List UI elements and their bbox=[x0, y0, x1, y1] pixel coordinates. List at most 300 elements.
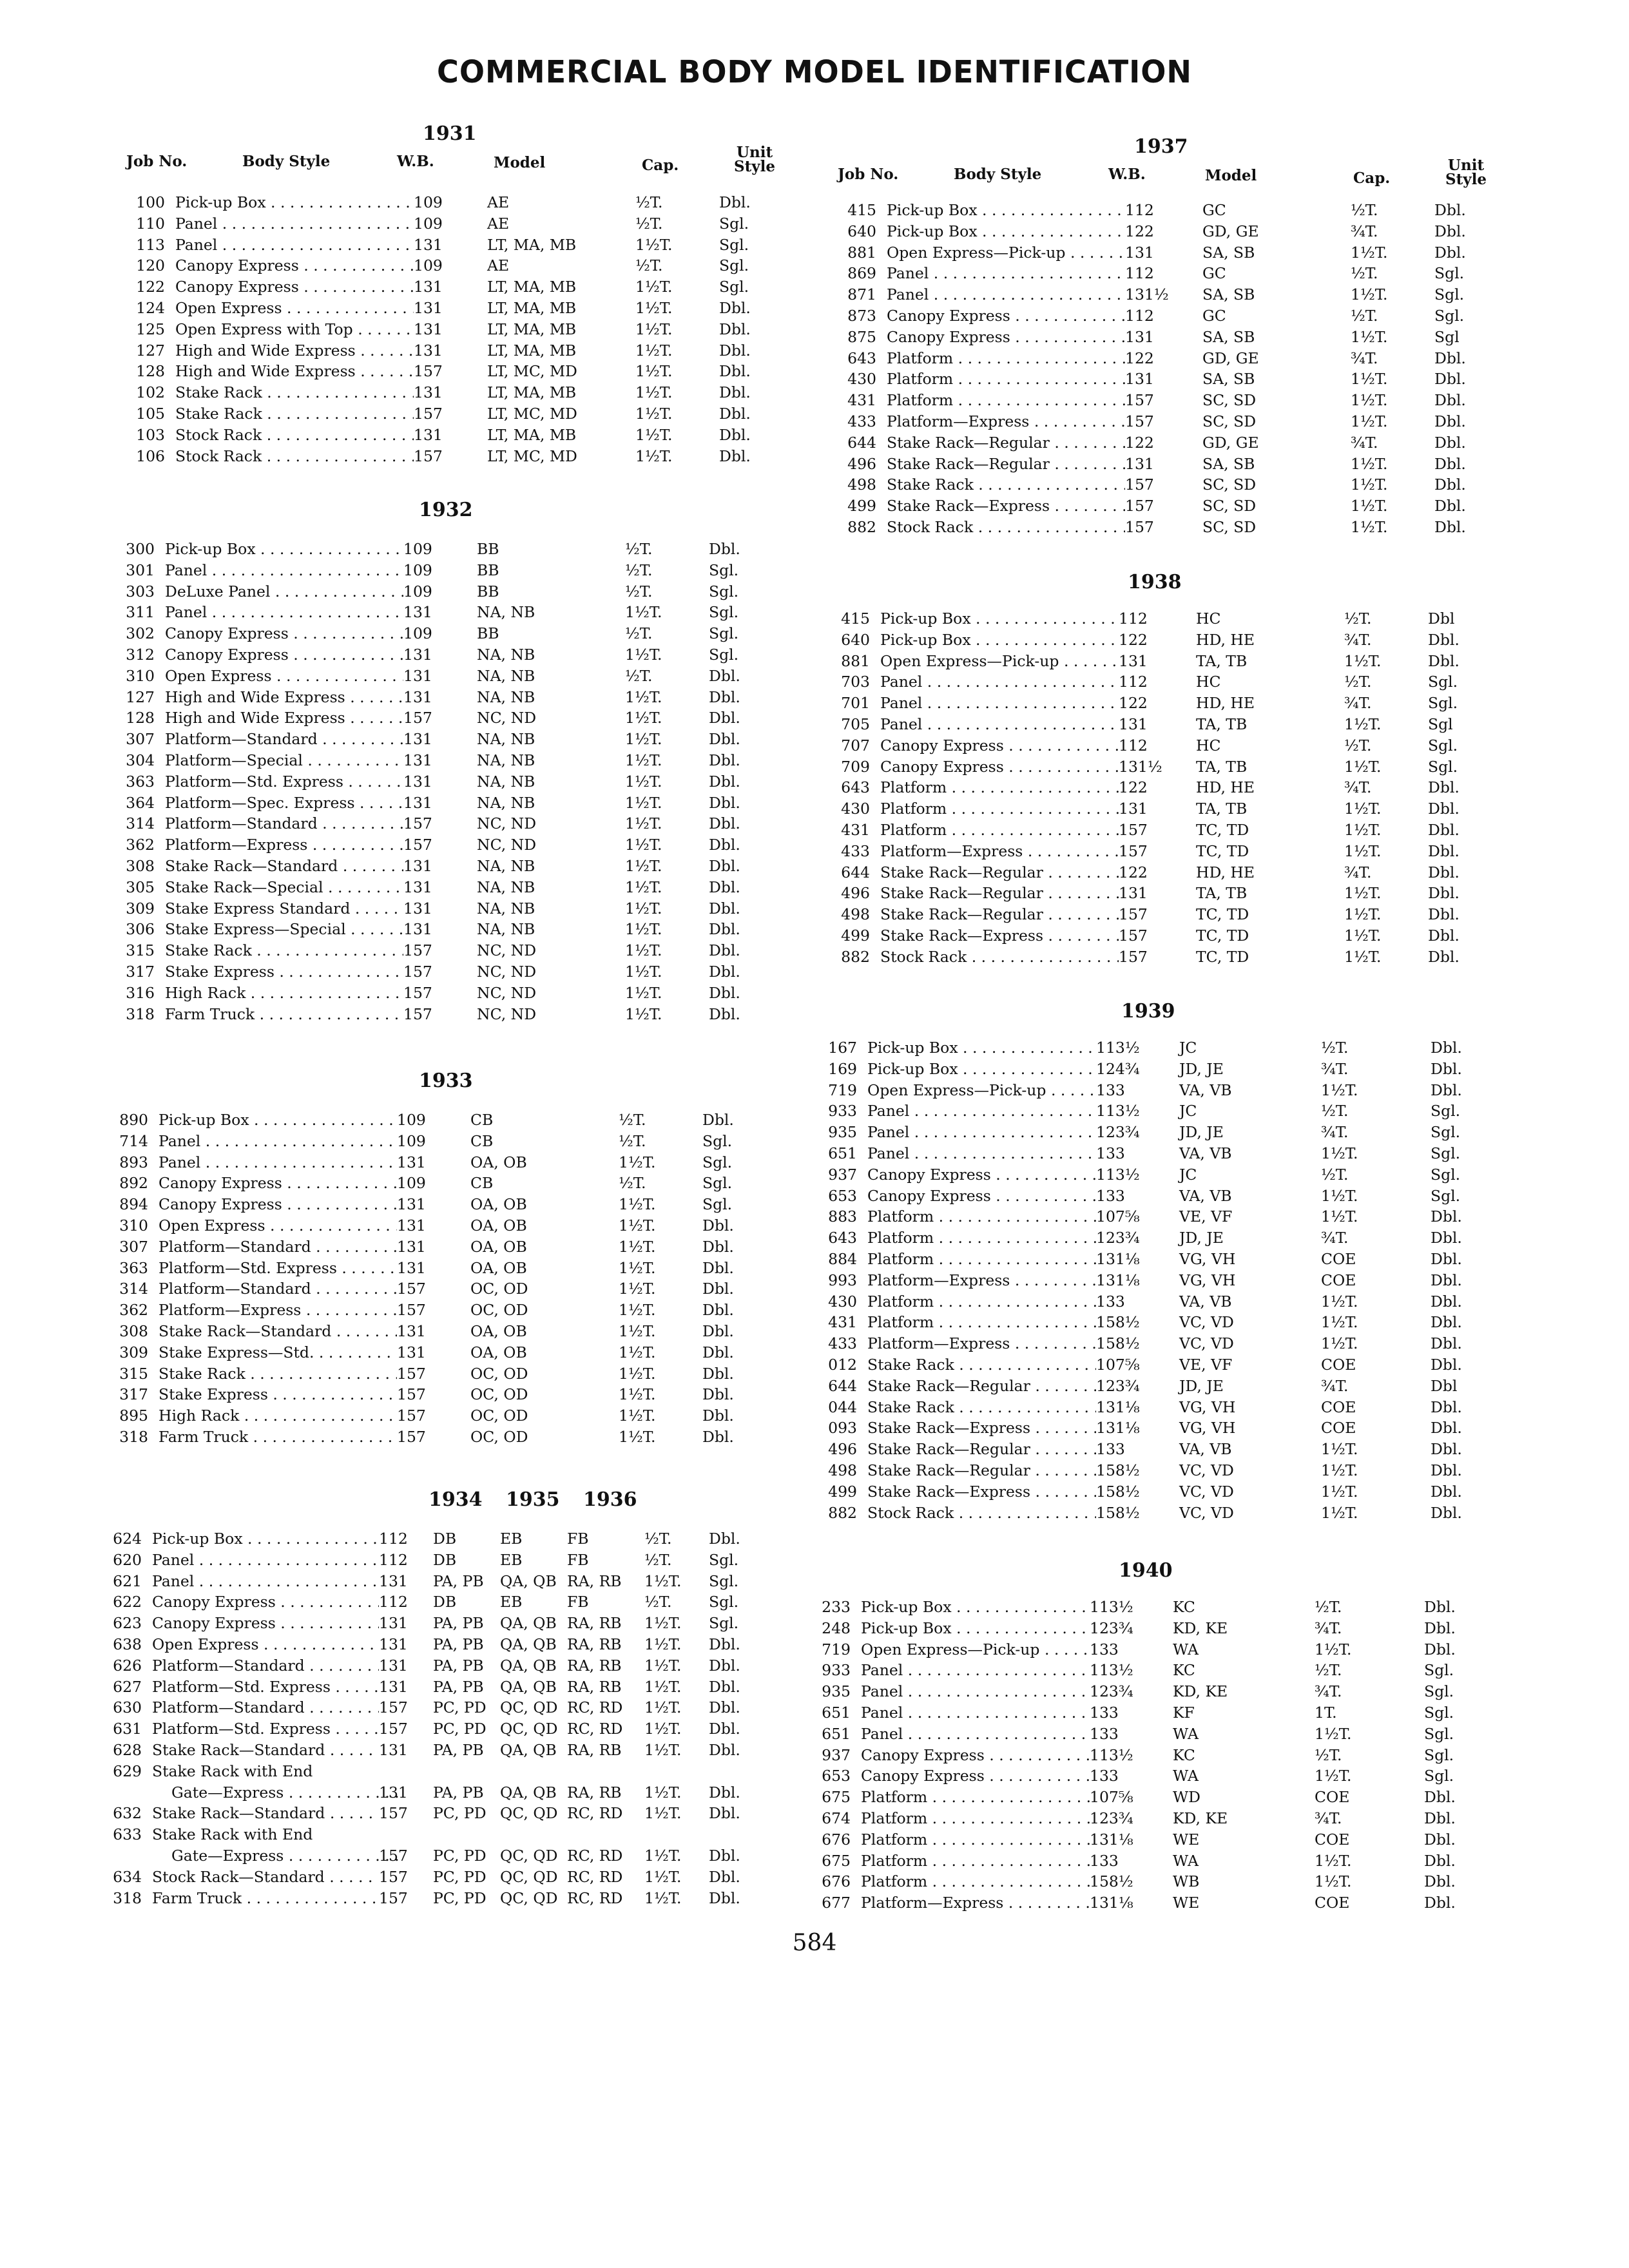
cell-job: 633 bbox=[113, 1825, 142, 1844]
cell-unit: Dbl. bbox=[1434, 476, 1466, 494]
year-heading: 1933 bbox=[419, 1070, 473, 1092]
cell-wb: 123¾ bbox=[1096, 1229, 1140, 1247]
cell-job: 308 bbox=[126, 856, 155, 875]
cell-model: GD, GE bbox=[1202, 222, 1259, 240]
cell-style: Stake Rack—Special . . . bbox=[165, 877, 403, 898]
cell-job: 433 bbox=[841, 841, 870, 860]
cell-job: 627 bbox=[113, 1677, 142, 1696]
cell-model: NA, NB bbox=[477, 666, 535, 685]
cell-model: BB bbox=[477, 582, 499, 601]
cell-wb: 124¾ bbox=[1096, 1059, 1140, 1078]
cell-wb: 131 bbox=[379, 1677, 408, 1696]
cell-cap: 1½T. bbox=[644, 1740, 682, 1759]
cell-style: Stake Rack . . . bbox=[165, 940, 403, 961]
cell-cap: ½T. bbox=[619, 1111, 646, 1129]
cell-cap: 1½T. bbox=[1351, 391, 1388, 410]
cell-model: OA, OB bbox=[470, 1153, 527, 1171]
cell-model: OC, OD bbox=[470, 1280, 528, 1298]
cell-model: KC bbox=[1173, 1598, 1195, 1616]
cell-style: Platform . . . bbox=[867, 1249, 1096, 1270]
cell-style: Platform . . . bbox=[880, 820, 1119, 841]
cell-wb: 131 bbox=[403, 793, 432, 812]
cell-unit: Sgl. bbox=[1428, 757, 1458, 776]
cell-model: NA, NB bbox=[477, 645, 535, 664]
cell-wb: 158½ bbox=[1090, 1872, 1133, 1891]
cell-wb: 133 bbox=[1096, 1292, 1125, 1311]
cell-style: Platform—Express . . . bbox=[861, 1892, 1090, 1914]
cell-unit: Dbl. bbox=[719, 193, 751, 211]
cell-wb: 157 bbox=[397, 1427, 426, 1446]
cell-unit: Dbl. bbox=[702, 1407, 734, 1425]
cell-style: Stake Rack—Regular . . . bbox=[867, 1439, 1096, 1460]
cell-wb: 157 bbox=[1125, 517, 1154, 536]
cell-job: 128 bbox=[136, 362, 165, 381]
cell-unit: Dbl. bbox=[709, 878, 740, 896]
cell-cap: 1½T. bbox=[625, 941, 662, 960]
cell-style: Open Express—Pick-up . . . bbox=[887, 242, 1125, 264]
cell-cap: ½T. bbox=[619, 1174, 646, 1193]
cell-job: 318 bbox=[113, 1888, 142, 1907]
cell-wb: 109 bbox=[397, 1174, 426, 1193]
cell-wb: 131 bbox=[397, 1216, 426, 1235]
cell-m3: RA, RB bbox=[567, 1677, 622, 1696]
cell-cap: ¾T. bbox=[1315, 1809, 1342, 1827]
cell-wb: 122 bbox=[1119, 863, 1148, 881]
cell-unit: Dbl. bbox=[709, 540, 740, 558]
cell-cap: ½T. bbox=[1315, 1661, 1342, 1680]
cell-wb: 131⅛ bbox=[1096, 1398, 1140, 1416]
cell-style: Pick-up Box . . . bbox=[880, 629, 1119, 651]
cell-job: 640 bbox=[841, 630, 870, 649]
cell-unit: Dbl. bbox=[702, 1427, 734, 1446]
cell-unit: Dbl. bbox=[709, 1846, 740, 1865]
cell-style: Pick-up Box . . . bbox=[175, 192, 414, 213]
cell-wb: 133 bbox=[1096, 1081, 1125, 1099]
cell-unit: Dbl. bbox=[709, 709, 740, 727]
cell-m3: RC, RD bbox=[567, 1846, 623, 1865]
cell-style: Platform—Standard . . . bbox=[152, 1697, 379, 1718]
cell-unit: Sgl. bbox=[702, 1195, 733, 1214]
cell-cap: 1½T. bbox=[1315, 1872, 1352, 1891]
cell-unit: Sgl. bbox=[1424, 1767, 1454, 1785]
cell-style: Canopy Express . . . bbox=[165, 623, 403, 644]
cell-model: LT, MA, MB bbox=[487, 278, 577, 296]
cell-m2: QA, QB bbox=[500, 1571, 557, 1590]
cell-cap: 1½T. bbox=[625, 836, 662, 854]
cell-model: TA, TB bbox=[1196, 884, 1248, 903]
cell-unit: Dbl. bbox=[709, 1740, 740, 1759]
cell-unit: Dbl. bbox=[709, 751, 740, 769]
cell-cap: 1½T. bbox=[1315, 1724, 1352, 1743]
cell-style: Panel . . . bbox=[861, 1724, 1090, 1745]
cell-job: 167 bbox=[828, 1039, 857, 1057]
cell-job: 498 bbox=[828, 1461, 857, 1479]
column-header-body-style: Body Style bbox=[954, 166, 1042, 183]
cell-job: 705 bbox=[841, 715, 870, 733]
cell-unit: Dbl. bbox=[709, 962, 740, 981]
cell-m3: FB bbox=[567, 1593, 589, 1611]
cell-style: Stake Rack—Regular . . . bbox=[880, 883, 1119, 904]
cell-style: Open Express—Pick-up . . . bbox=[880, 651, 1119, 672]
cell-cap: 1½T. bbox=[625, 793, 662, 812]
column-header-cap: Cap. bbox=[1353, 169, 1391, 187]
cell-wb: 113½ bbox=[1090, 1598, 1133, 1616]
cell-style: Platform . . . bbox=[861, 1871, 1090, 1892]
cell-style: Platform—Std. Express . . . bbox=[152, 1718, 379, 1740]
cell-wb: 157 bbox=[397, 1280, 426, 1298]
cell-wb: 131 bbox=[397, 1258, 426, 1277]
cell-cap: 1½T. bbox=[619, 1321, 656, 1340]
cell-style: Stake Rack—Express . . . bbox=[887, 495, 1125, 517]
cell-job: 871 bbox=[847, 285, 876, 304]
cell-model: NC, ND bbox=[477, 814, 537, 833]
cell-cap: 1½T. bbox=[619, 1427, 656, 1446]
cell-style: Platform—Spec. Express . . . bbox=[165, 793, 403, 814]
cell-model: JD, JE bbox=[1179, 1059, 1224, 1078]
cell-style: Panel . . . bbox=[175, 235, 414, 256]
cell-unit: Dbl. bbox=[1431, 1503, 1462, 1522]
cell-job: 431 bbox=[847, 391, 876, 410]
cell-job: 318 bbox=[119, 1427, 148, 1446]
cell-wb: 123¾ bbox=[1096, 1123, 1140, 1142]
cell-style: Platform . . . bbox=[880, 777, 1119, 798]
cell-model: LT, MA, MB bbox=[487, 298, 577, 317]
cell-m3: FB bbox=[567, 1530, 589, 1548]
cell-wb: 131⅛ bbox=[1096, 1249, 1140, 1268]
cell-model: NA, NB bbox=[477, 878, 535, 896]
cell-job: 653 bbox=[828, 1186, 857, 1205]
cell-wb: 109 bbox=[403, 540, 432, 558]
cell-m2: QA, QB bbox=[500, 1783, 557, 1802]
cell-style: Canopy Express . . . bbox=[861, 1765, 1090, 1787]
cell-cap: ¾T. bbox=[1344, 694, 1372, 713]
cell-cap: ½T. bbox=[1351, 264, 1378, 283]
cell-style: Pick-up Box . . . bbox=[887, 221, 1125, 242]
cell-model: OC, OD bbox=[470, 1385, 528, 1404]
cell-unit: Dbl. bbox=[1424, 1851, 1456, 1870]
cell-style: Stake Rack—Regular . . . bbox=[887, 432, 1125, 454]
cell-job: 624 bbox=[113, 1530, 142, 1548]
cell-job: 937 bbox=[828, 1165, 857, 1184]
cell-wb: 157 bbox=[1125, 476, 1154, 494]
cell-style: Open Express . . . bbox=[165, 666, 403, 687]
cell-style: Open Express . . . bbox=[152, 1634, 379, 1655]
cell-unit: Sgl. bbox=[709, 1593, 739, 1611]
cell-model: KF bbox=[1173, 1703, 1195, 1722]
cell-wb: 131 bbox=[1119, 800, 1148, 818]
cell-unit: Dbl. bbox=[1431, 1249, 1462, 1268]
cell-model: NC, ND bbox=[477, 709, 537, 727]
cell-wb: 131 bbox=[397, 1343, 426, 1361]
cell-job: 623 bbox=[113, 1614, 142, 1633]
cell-m3: RC, RD bbox=[567, 1867, 623, 1886]
cell-unit: Sgl. bbox=[1428, 673, 1458, 691]
cell-unit: Sgl. bbox=[1431, 1102, 1461, 1120]
cell-wb: 113½ bbox=[1096, 1039, 1140, 1057]
cell-job: 308 bbox=[119, 1321, 148, 1340]
cell-cap: 1½T. bbox=[1321, 1081, 1358, 1099]
cell-style: Stake Express—Std. . . . bbox=[159, 1342, 397, 1363]
cell-wb: 112 bbox=[379, 1530, 408, 1548]
cell-unit: Dbl. bbox=[709, 793, 740, 812]
cell-wb: 131 bbox=[1119, 651, 1148, 670]
cell-m3: RC, RD bbox=[567, 1698, 623, 1717]
cell-cap: 1½T. bbox=[1315, 1851, 1352, 1870]
cell-job: 127 bbox=[136, 341, 165, 360]
year-heading: 1932 bbox=[419, 499, 473, 521]
cell-wb: 157 bbox=[403, 941, 432, 960]
cell-unit: Sgl. bbox=[1424, 1682, 1454, 1701]
cell-wb: 157 bbox=[1125, 391, 1154, 410]
cell-job: 496 bbox=[828, 1440, 857, 1459]
cell-cap: 1½T. bbox=[1351, 370, 1388, 389]
cell-model: AE bbox=[487, 256, 510, 275]
cell-style: Platform . . . bbox=[861, 1829, 1090, 1850]
cell-wb: 131 bbox=[397, 1195, 426, 1214]
cell-style: Platform—Express . . . bbox=[159, 1300, 397, 1321]
cell-wb: 157 bbox=[414, 404, 443, 423]
cell-model: OC, OD bbox=[470, 1407, 528, 1425]
cell-model: NC, ND bbox=[477, 983, 537, 1002]
cell-cap: 1½T. bbox=[644, 1888, 682, 1907]
cell-unit: Dbl. bbox=[709, 856, 740, 875]
cell-unit: Dbl. bbox=[1428, 926, 1460, 945]
cell-unit: Dbl. bbox=[1431, 1334, 1462, 1353]
cell-model: LT, MA, MB bbox=[487, 320, 577, 338]
cell-style: Canopy Express . . . bbox=[175, 255, 414, 276]
cell-unit: Dbl. bbox=[709, 1888, 740, 1907]
cell-wb: 131½ bbox=[1119, 757, 1162, 776]
cell-job: 621 bbox=[113, 1571, 142, 1590]
cell-style: Stake Rack . . . bbox=[867, 1354, 1096, 1376]
cell-cap: 1½T. bbox=[1351, 497, 1388, 515]
cell-job: 890 bbox=[119, 1111, 148, 1129]
cell-m3: RC, RD bbox=[567, 1804, 623, 1823]
cell-wb: 157 bbox=[1119, 926, 1148, 945]
cell-unit: Sgl. bbox=[1431, 1123, 1461, 1142]
cell-wb: 131⅛ bbox=[1090, 1830, 1133, 1849]
cell-unit: Dbl. bbox=[719, 298, 751, 317]
cell-job: 676 bbox=[822, 1872, 851, 1891]
cell-cap: 1½T. bbox=[1344, 905, 1382, 924]
cell-unit: Sgl. bbox=[702, 1174, 733, 1193]
year-heading: 1938 bbox=[1128, 571, 1182, 593]
cell-unit: Sgl. bbox=[719, 256, 749, 275]
cell-m3: RA, RB bbox=[567, 1740, 622, 1759]
cell-job: 709 bbox=[841, 757, 870, 776]
cell-style: Stock Rack . . . bbox=[867, 1503, 1096, 1524]
cell-job: 883 bbox=[828, 1207, 857, 1226]
cell-cap: 1½T. bbox=[619, 1364, 656, 1383]
cell-style: Stake Rack . . . bbox=[867, 1397, 1096, 1418]
cell-cap: 1½T. bbox=[625, 751, 662, 769]
cell-model: VA, VB bbox=[1179, 1440, 1232, 1459]
cell-wb: 131 bbox=[379, 1740, 408, 1759]
cell-job: 640 bbox=[847, 222, 876, 240]
cell-unit: Dbl. bbox=[709, 814, 740, 833]
cell-m3: RA, RB bbox=[567, 1783, 622, 1802]
cell-style: Platform . . . bbox=[867, 1206, 1096, 1227]
cell-style: Stock Rack—Standard . . . bbox=[152, 1867, 379, 1888]
cell-unit: Dbl. bbox=[719, 341, 751, 360]
cell-unit: Sgl. bbox=[1424, 1661, 1454, 1680]
cell-job: 496 bbox=[841, 884, 870, 903]
cell-style: Stake Rack with End bbox=[152, 1825, 313, 1844]
cell-unit: Dbl bbox=[1428, 610, 1455, 628]
cell-job: 644 bbox=[828, 1376, 857, 1395]
cell-job: 626 bbox=[113, 1656, 142, 1675]
cell-unit: Dbl. bbox=[709, 772, 740, 791]
cell-model: VG, VH bbox=[1179, 1398, 1236, 1416]
year-heading: 1939 bbox=[1121, 1000, 1175, 1023]
cell-style: Platform . . . bbox=[867, 1227, 1096, 1249]
cell-style: Stake Rack—Regular . . . bbox=[867, 1460, 1096, 1481]
cell-unit: Dbl. bbox=[709, 687, 740, 706]
cell-m2: QA, QB bbox=[500, 1740, 557, 1759]
cell-unit: Sgl. bbox=[719, 214, 749, 233]
cell-unit: Sgl. bbox=[1431, 1165, 1461, 1184]
cell-m3: RA, RB bbox=[567, 1656, 622, 1675]
year-heading: 1934 bbox=[429, 1488, 483, 1511]
cell-m1: PC, PD bbox=[433, 1888, 487, 1907]
cell-job: 125 bbox=[136, 320, 165, 338]
cell-model: WD bbox=[1173, 1788, 1200, 1807]
cell-wb: 112 bbox=[1119, 610, 1148, 628]
cell-cap: 1½T. bbox=[1321, 1186, 1358, 1205]
cell-style: Canopy Express . . . bbox=[152, 1591, 379, 1613]
cell-wb: 157 bbox=[414, 362, 443, 381]
cell-style: Platform . . . bbox=[867, 1312, 1096, 1333]
cell-style: Stake Rack . . . bbox=[175, 403, 414, 425]
cell-unit: Dbl. bbox=[702, 1385, 734, 1404]
cell-job: 620 bbox=[113, 1550, 142, 1569]
cell-job: 676 bbox=[822, 1830, 851, 1849]
cell-job: 719 bbox=[822, 1640, 851, 1658]
cell-cap: ½T. bbox=[1321, 1165, 1349, 1184]
cell-cap: 1½T. bbox=[1344, 841, 1382, 860]
cell-wb: 131⅛ bbox=[1096, 1419, 1140, 1437]
cell-cap: ½T. bbox=[635, 193, 663, 211]
cell-unit: Dbl. bbox=[719, 383, 751, 402]
cell-job: 631 bbox=[113, 1720, 142, 1738]
cell-style: Platform—Std. Express . . . bbox=[152, 1677, 379, 1698]
cell-wb: 122 bbox=[1125, 349, 1154, 367]
cell-wb: 131 bbox=[397, 1153, 426, 1171]
cell-unit: Dbl. bbox=[709, 666, 740, 685]
cell-cap: 1½T. bbox=[1321, 1482, 1358, 1501]
cell-wb: 107⅝ bbox=[1096, 1355, 1140, 1374]
cell-wb: 131 bbox=[403, 645, 432, 664]
cell-style: Stake Rack—Regular . . . bbox=[880, 904, 1119, 925]
cell-style: Stake Rack . . . bbox=[159, 1363, 397, 1385]
cell-job: 630 bbox=[113, 1698, 142, 1717]
cell-job: 364 bbox=[126, 793, 155, 812]
cell-wb: 157 bbox=[403, 709, 432, 727]
cell-wb: 131 bbox=[414, 341, 443, 360]
cell-unit: Dbl. bbox=[719, 320, 751, 338]
cell-job: 093 bbox=[828, 1419, 857, 1437]
cell-wb: 131 bbox=[379, 1614, 408, 1633]
cell-job: 311 bbox=[126, 603, 155, 622]
cell-wb: 157 bbox=[379, 1804, 408, 1823]
cell-model: TA, TB bbox=[1196, 757, 1248, 776]
cell-cap: 1½T. bbox=[625, 920, 662, 939]
cell-style: Stock Rack . . . bbox=[880, 947, 1119, 968]
cell-model: AE bbox=[487, 214, 510, 233]
cell-style: Canopy Express . . . bbox=[867, 1164, 1096, 1186]
cell-model: SA, SB bbox=[1202, 243, 1255, 262]
cell-cap: 1½T. bbox=[625, 645, 662, 664]
cell-model: JC bbox=[1179, 1102, 1197, 1120]
cell-style: Platform—Express . . . bbox=[887, 411, 1125, 432]
cell-unit: Dbl. bbox=[709, 899, 740, 918]
cell-style: Platform . . . bbox=[867, 1291, 1096, 1312]
year-heading: 1935 bbox=[506, 1488, 560, 1511]
cell-job: 430 bbox=[828, 1292, 857, 1311]
cell-style: Stock Rack . . . bbox=[175, 425, 414, 446]
cell-wb: 157 bbox=[1119, 820, 1148, 839]
cell-wb: 131 bbox=[403, 878, 432, 896]
cell-cap: ¾T. bbox=[1351, 433, 1378, 452]
cell-unit: Dbl. bbox=[709, 730, 740, 749]
cell-cap: ¾T. bbox=[1351, 349, 1378, 367]
cell-style: Stake Rack—Express . . . bbox=[867, 1481, 1096, 1503]
cell-model: SC, SD bbox=[1202, 412, 1257, 430]
cell-m1: PC, PD bbox=[433, 1867, 487, 1886]
cell-style: DeLuxe Panel . . . bbox=[165, 581, 403, 602]
cell-m2: QA, QB bbox=[500, 1677, 557, 1696]
cell-unit: Dbl. bbox=[1431, 1039, 1462, 1057]
cell-wb: 157 bbox=[414, 447, 443, 465]
cell-unit: Dbl. bbox=[1428, 630, 1460, 649]
cell-wb: 131 bbox=[1125, 327, 1154, 346]
cell-style: Platform . . . bbox=[861, 1850, 1090, 1872]
cell-cap: 1½T. bbox=[1321, 1207, 1358, 1226]
cell-cap: ¾T. bbox=[1344, 778, 1372, 797]
cell-wb: 157 bbox=[403, 983, 432, 1002]
cell-cap: 1½T. bbox=[625, 687, 662, 706]
cell-wb: 122 bbox=[1125, 433, 1154, 452]
cell-job: 302 bbox=[126, 624, 155, 643]
cell-wb: 131 bbox=[414, 235, 443, 254]
cell-wb: 112 bbox=[1119, 673, 1148, 691]
cell-unit: Dbl. bbox=[1431, 1461, 1462, 1479]
cell-style: Open Express . . . bbox=[159, 1215, 397, 1236]
cell-model: TC, TD bbox=[1196, 905, 1249, 924]
cell-wb: 113½ bbox=[1096, 1102, 1140, 1120]
cell-wb: 122 bbox=[1119, 778, 1148, 797]
cell-cap: 1½T. bbox=[1344, 651, 1382, 670]
cell-cap: 1½T. bbox=[1351, 285, 1388, 304]
cell-unit: Dbl. bbox=[709, 1635, 740, 1653]
cell-style: Panel . . . bbox=[159, 1152, 397, 1173]
cell-unit: Dbl. bbox=[1424, 1619, 1456, 1637]
cell-m1: PA, PB bbox=[433, 1740, 484, 1759]
cell-job: 317 bbox=[126, 962, 155, 981]
cell-style: Platform—Standard . . . bbox=[165, 813, 403, 834]
cell-m1: PA, PB bbox=[433, 1656, 484, 1675]
year-heading: 1931 bbox=[423, 122, 477, 145]
cell-model: VC, VD bbox=[1179, 1313, 1234, 1332]
cell-job: 499 bbox=[828, 1482, 857, 1501]
cell-job: 124 bbox=[136, 298, 165, 317]
cell-wb: 157 bbox=[379, 1698, 408, 1717]
cell-model: CB bbox=[470, 1131, 494, 1150]
cell-model: GC bbox=[1202, 306, 1226, 325]
cell-style: Panel . . . bbox=[165, 560, 403, 581]
cell-style: Canopy Express . . . bbox=[159, 1173, 397, 1194]
cell-unit: Dbl. bbox=[1434, 497, 1466, 515]
